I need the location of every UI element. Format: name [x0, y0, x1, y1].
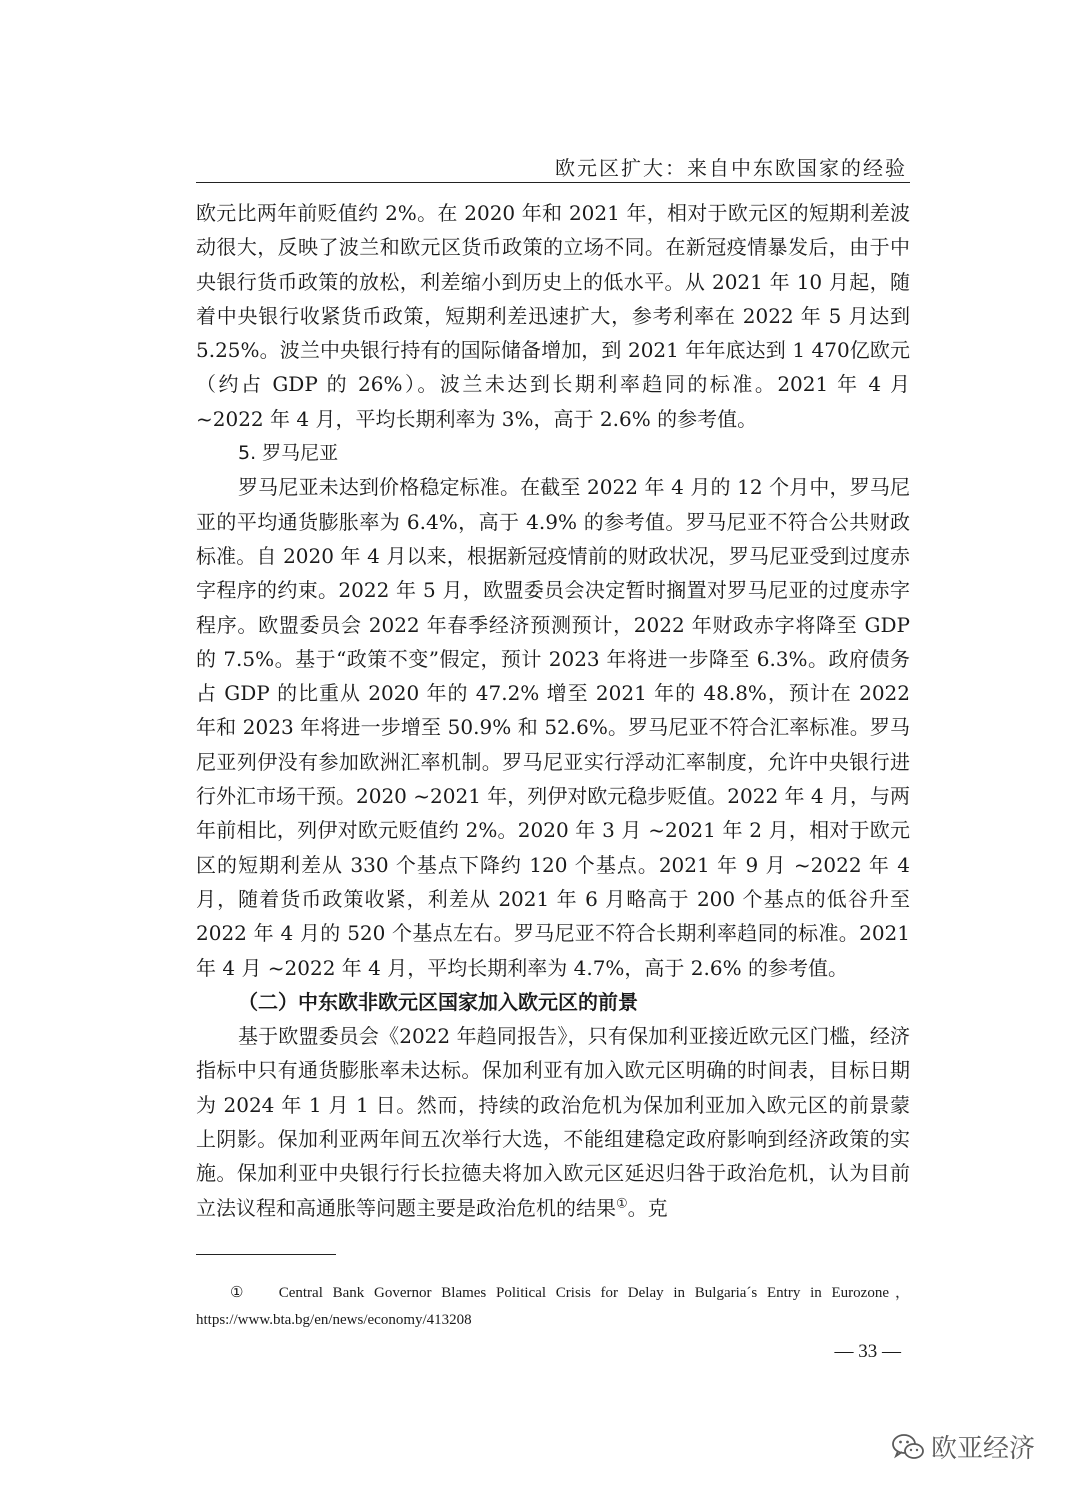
watermark-label: 欧亚经济	[930, 1434, 1035, 1464]
footnote-text: Central Bank Governor Blames Political Crisis for Delay in Bulgaria´s Entry in Eurozone，https://www.bta.bg/en/news/economy/413208	[196, 1285, 910, 1328]
paragraph-romania: 罗马尼亚未达到价格稳定标准。在截至 2022 年 4 月的 12 个月中，罗马尼亚的平均通货膨胀率为 6.4%，高于 4.9% 的参考值。罗马尼亚不符合公共财政标准。自 2020 年 4 月以来，根据新冠疫情前的财政状况，罗马尼亚受到过度赤字程序的约束。2022 年 5 月，欧盟委员会决定暂时搁置对罗马尼亚的过度赤字程序。欧盟委员会 2022 年春季经济预测预计，2022 年财政赤字将降至 GDP 的 7.5%。基于“政策不变”假定，预计 2023 年将进一步降至 6.3%。政府债务占 GDP 的比重从 2020 年的 47.2% 增至 2021 年的 48.8%，预计在 2022 年和 2023 年将进一步增至 50.9% 和 52.6%。罗马尼亚不符合汇率标准。罗马尼亚列伊没有参加欧洲汇率机制。罗马尼亚实行浮动汇率制度，允许中央银行进行外汇市场干预。2020 ~2021 年，列伊对欧元稳步贬值。2022 年 4 月，与两年前相比，列伊对欧元贬值约 2%。2020 年 3 月 ~2021 年 2 月，相对于欧元区的短期利差从 330 个基点下降约 120 个基点。2021 年 9 月 ~2022 年 4 月，随着货币政策收紧，利差从 2021 年 6 月略高于 200 个基点的低谷升至 2022 年 4 月的 520 个基点左右。罗马尼亚不符合长期利率趋同的标准。2021 年 4 月 ~2022 年 4 月，平均长期利率为 4.7%，高于 2.6% 的参考值。	[196, 475, 910, 980]
watermark	[891, 1428, 1035, 1465]
footnote-rule	[196, 1254, 336, 1255]
footnote-marker: ①	[230, 1285, 250, 1301]
wechat-icon	[891, 1432, 925, 1462]
section-heading: （二）中东欧非欧元区国家加入欧元区的前景	[238, 989, 638, 1014]
running-header: 欧元区扩大：来自中东欧国家的经验	[555, 156, 907, 180]
header-rule	[196, 182, 910, 183]
page-number: — 33 —	[834, 1341, 901, 1362]
footnote-reference[interactable]: ①	[616, 1195, 628, 1211]
paragraph-continued: 欧元比两年前贬值约 2%。在 2020 年和 2021 年，相对于欧元区的短期利差波动很大，反映了波兰和欧元区货币政策的立场不同。在新冠疫情暴发后，由于中央银行货币政策的放松，利差缩小到历史上的低水平。从 2021 年 10 月起，随着中央银行收紧货币政策，短期利差迅速扩大，参考利率在 2022 年 5 月达到 5.25%。波兰中央银行持有的国际储备增加，到 2021 年年底达到 1 470亿欧元（约占 GDP 的 26%）。波兰未达到长期利率趋同的标准。2021 年 4 月 ~2022 年 4 月，平均长期利率为 3%，高于 2.6% 的参考值。	[196, 201, 910, 431]
subhead-romania: 5. 罗马尼亚	[238, 442, 339, 465]
paragraph-prospects	[196, 1019, 910, 1225]
footnote	[196, 1280, 910, 1334]
page-body	[196, 196, 910, 1225]
paragraph-prospects-text: 基于欧盟委员会《2022 年趋同报告》，只有保加利亚接近欧元区门槛，经济指标中只有通货膨胀率未达标。保加利亚有加入欧元区明确的时间表，目标日期为 2024 年 1 月 1 日。然而，持续的政治危机为保加利亚加入欧元区的前景蒙上阴影。保加利亚两年间五次举行大选，不能组建稳定政府影响到经济政策的实施。保加利亚中央银行行长拉德夫将加入欧元区延迟归咎于政治危机，认为目前立法议程和高通胀等问题主要是政治危机的结果	[196, 1024, 910, 1220]
paragraph-prospects-tail: 。克	[627, 1195, 668, 1220]
